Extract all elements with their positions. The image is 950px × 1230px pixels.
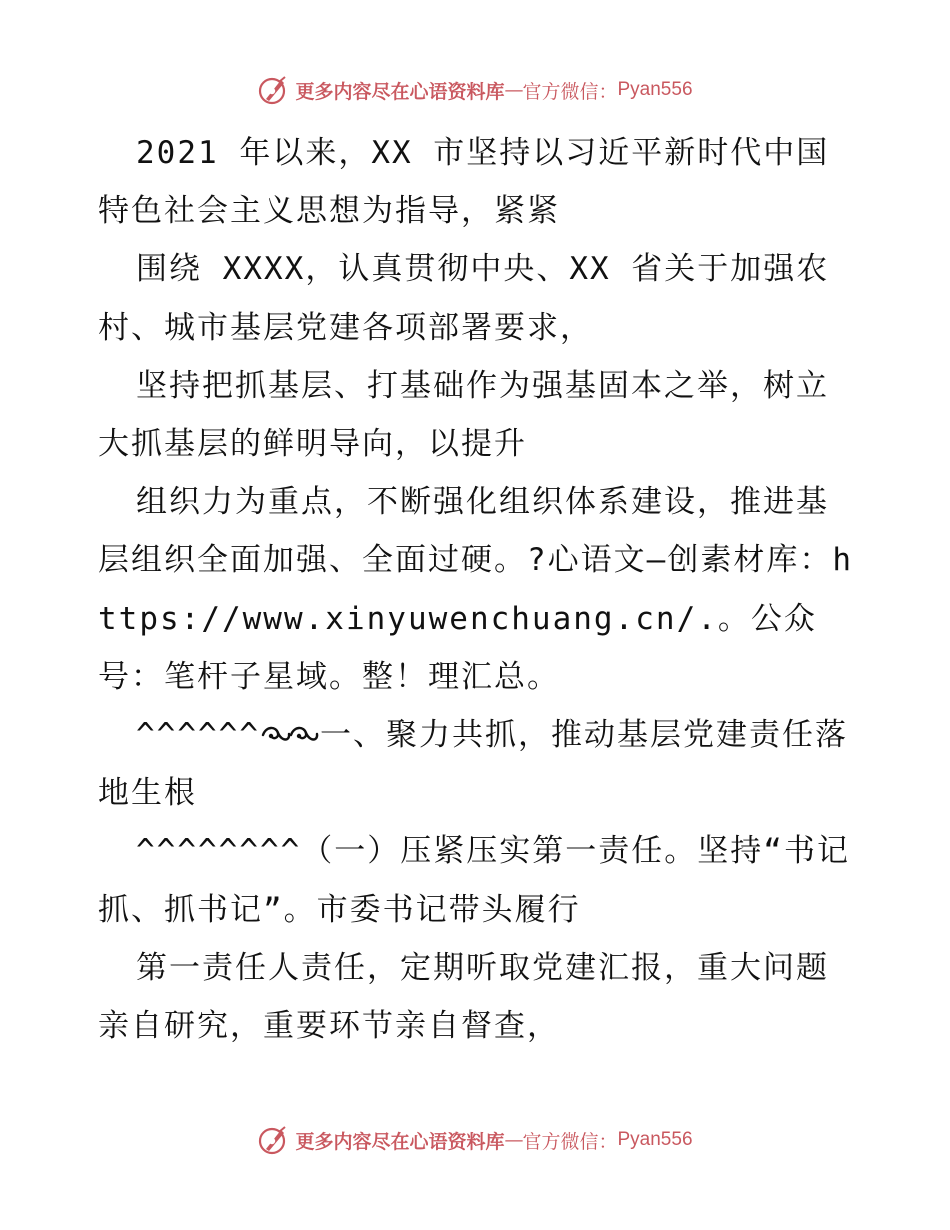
footer-contact-label: 官方微信： [522,1130,618,1153]
header-brand-text: 更多内容尽在心语资料库 [295,80,505,103]
footer-dash: — [504,1129,523,1151]
heading-text: 一、聚力共抓，推动基层党建责任落地生根 [98,717,848,812]
header-contact-value: Pyan556 [617,79,693,100]
header-banner [0,72,950,108]
footer-contact-value: Pyan556 [617,1129,693,1150]
heading-prefix: ^^^^^^ [136,717,260,754]
paragraph-6: ^^^^^^^^（一）压紧压实第一责任。坚持“书记抓、抓书记”。市委书记带头履行 [98,833,850,928]
double-scroll-ornament-icon [260,721,320,749]
paragraph-7: 第一责任人责任，定期听取党建汇报，重大问题亲自研究，重要环节亲自督查， [98,949,829,1045]
paragraph-4: 组织力为重点，不断强化组织体系建设，推进基层组织全面加强、全面过硬。?心语文—创素材库：https://www.xinyuwenchuang.cn/.。公众号：笔杆子星域。整！理汇总。 [98,484,853,695]
footer-brand-text: 更多内容尽在心语资料库 [295,1130,505,1153]
paragraph-2: 围绕 XXXX，认真贯彻中央、XX 省关于加强农村、城市基层党建各项部署要求， [98,251,830,346]
document-body [98,124,858,1055]
quill-pen-badge-icon [257,74,289,106]
paragraph-5-heading [98,706,858,822]
quill-pen-badge-icon [257,1124,289,1156]
paragraph-1: 2021 年以来，XX 市坚持以习近平新时代中国特色社会主义思想为指导，紧紧 [98,135,830,230]
footer-banner [0,1122,950,1158]
paragraph-3: 坚持把抓基层、打基础作为强基固本之举，树立大抓基层的鲜明导向，以提升 [98,367,829,463]
header-contact-label: 官方微信： [522,80,618,103]
header-dash: — [504,79,523,101]
